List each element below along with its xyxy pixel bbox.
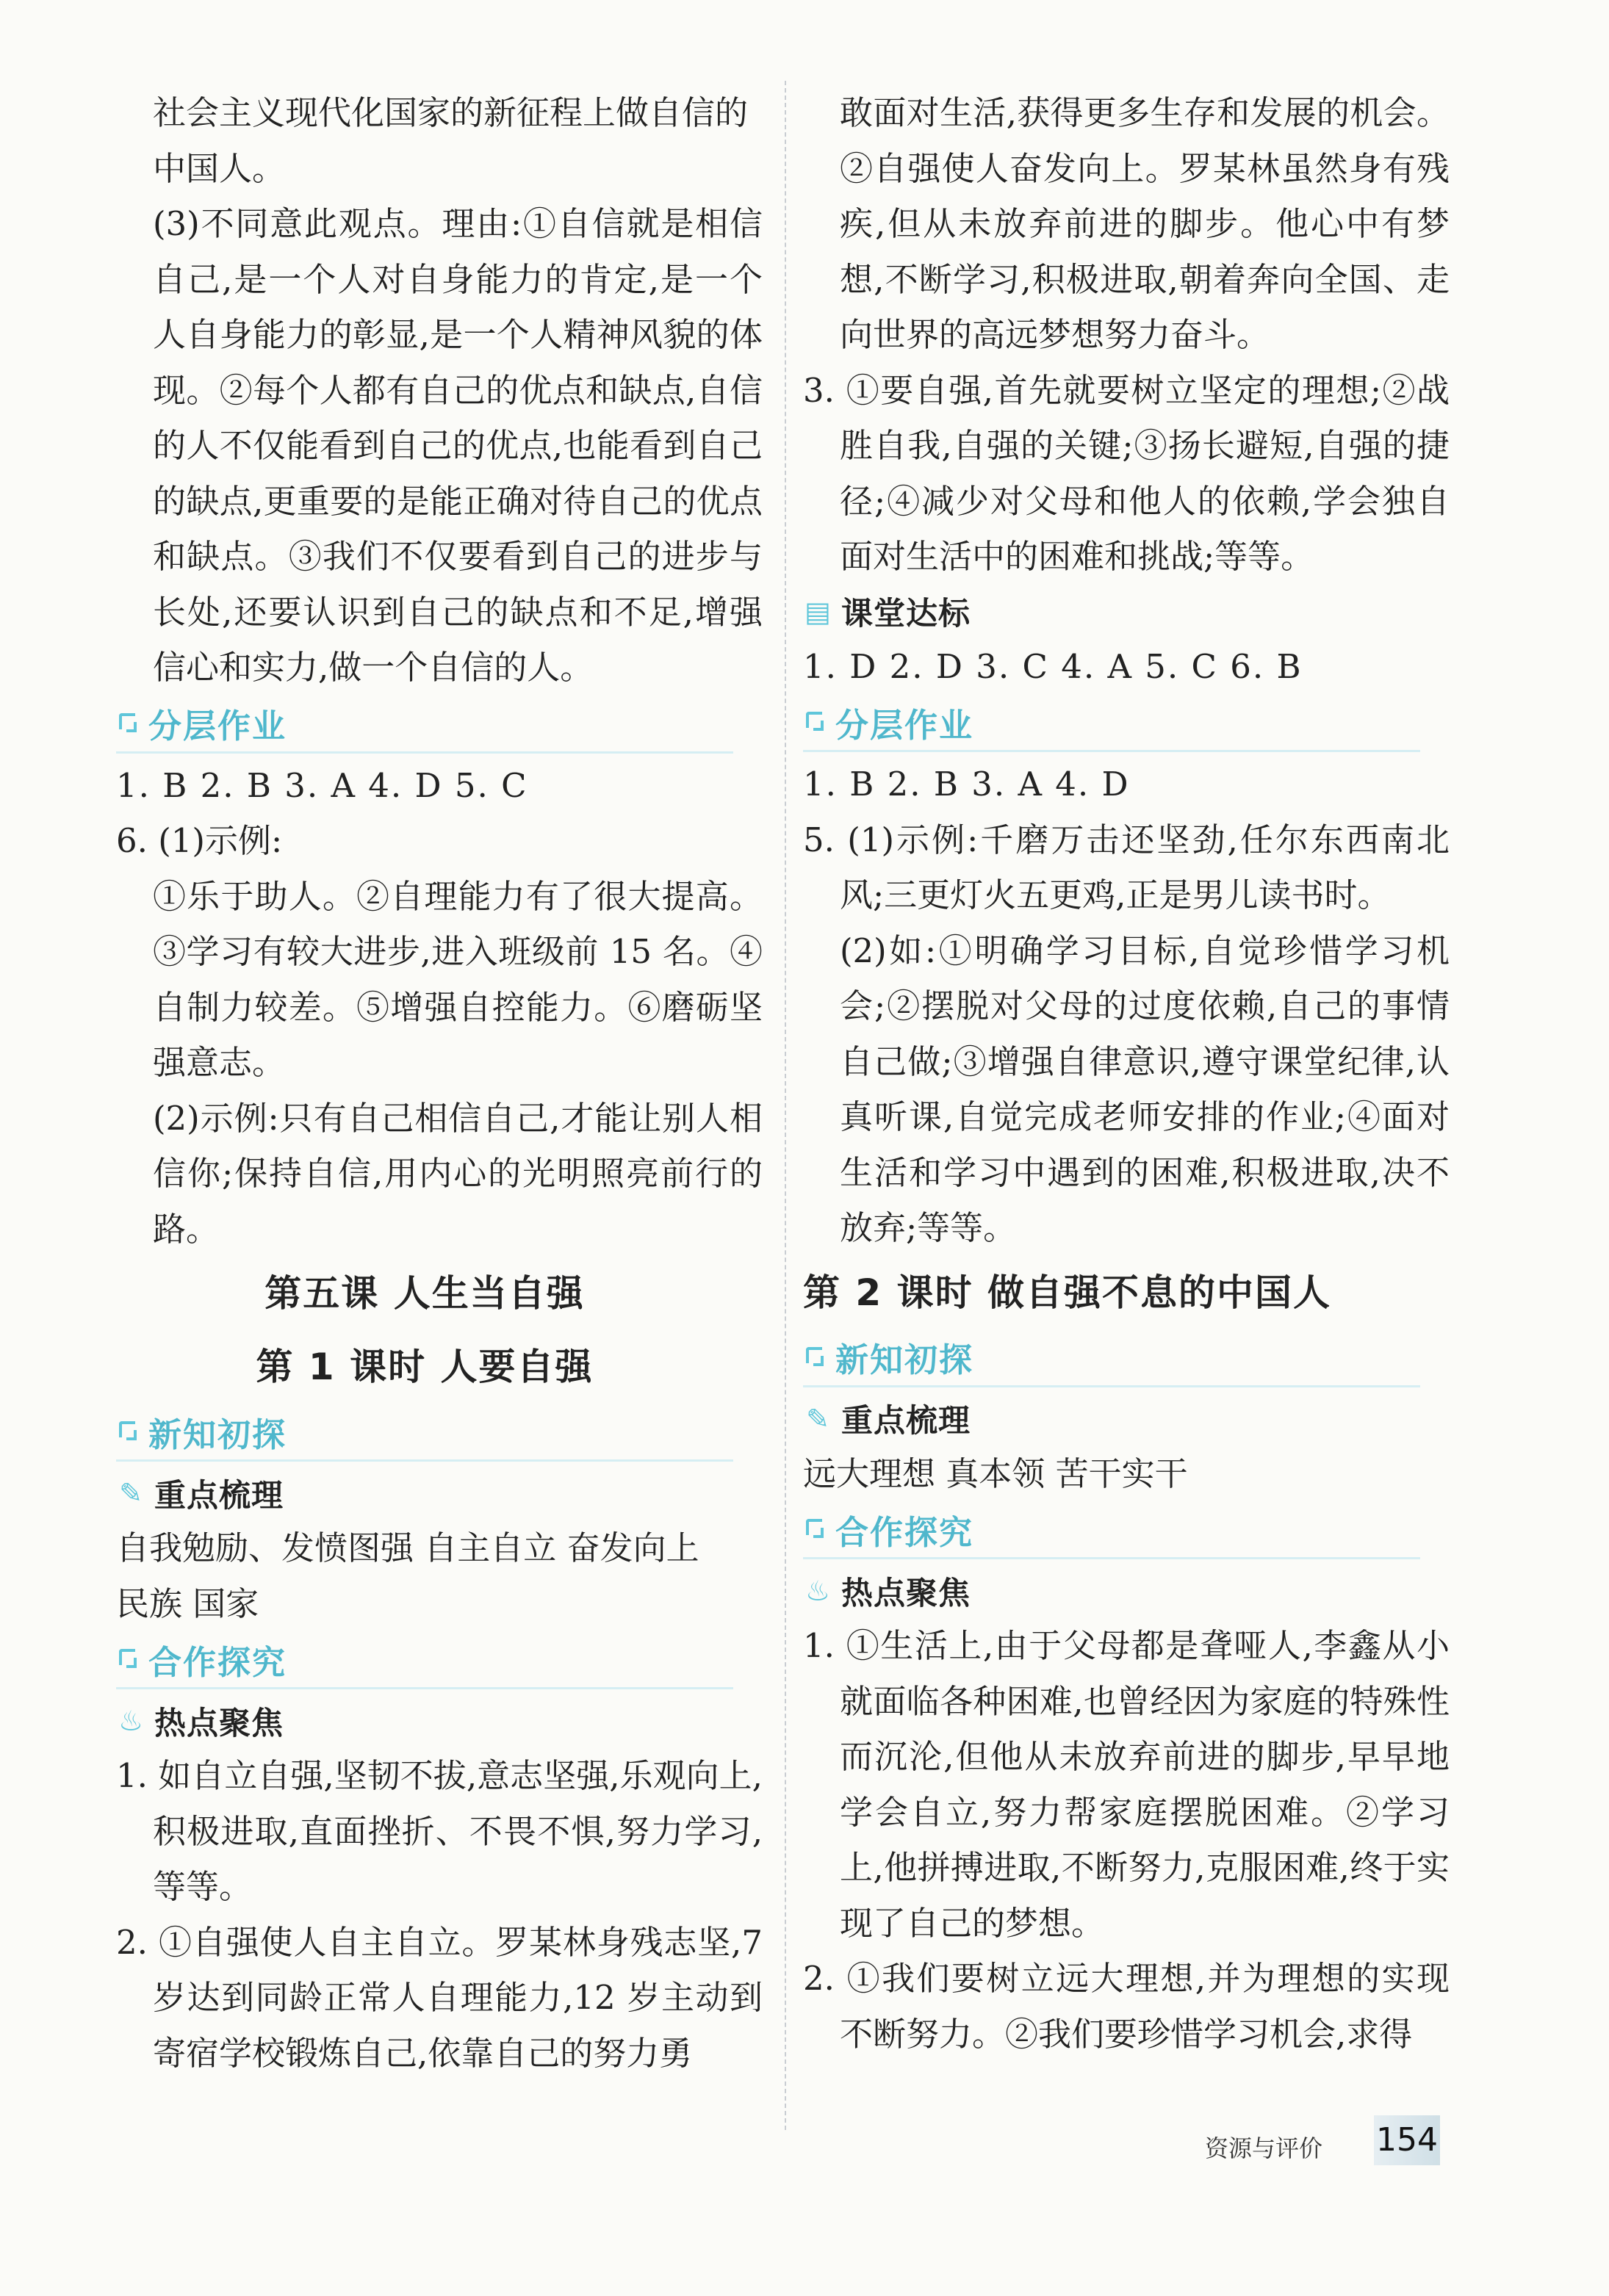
answer-3: (3)不同意此观点。理由:①自信就是相信自己,是一个人对自身能力的肯定,是一个人自身能力的彰显,是一个人精神风貌的体现。②每个人都有自己的优点和缺点,自信的人不仅能看到自己的优点,也能看到自己的缺点,更重要的是能正确对待自己的优点和缺点。③我们不仅要看到自己的进步与长处,还要认识到自己的缺点和不足,增强信心和实力,做一个自信的人。 bbox=[153, 204, 763, 687]
answer-6-1: ①乐于助人。②自理能力有了很大提高。③学习有较大进步,进入班级前 15 名。④自制力较差。⑤增强自控能力。⑥磨砺坚强意志。 bbox=[153, 876, 763, 1082]
column-divider bbox=[785, 81, 786, 2130]
key-points-line: 民族 国家 bbox=[116, 1584, 259, 1623]
hot-answer-1: 1. 如自立自强,坚韧不拔,意志坚强,乐观向上,积极进取,直面挫折、不畏不惧,努力学习,等等。 bbox=[116, 1756, 763, 1906]
section-header-layered-homework: 分层作业 bbox=[116, 696, 733, 754]
flame-icon: ♨ bbox=[118, 1705, 144, 1737]
answers-line: 1. D 2. D 3. C 4. A 5. C 6. B bbox=[803, 646, 1303, 686]
subheader-class-standard: ▤ 课堂达标 bbox=[803, 585, 1450, 639]
period-title: 第 2 课时 做自强不息的中国人 bbox=[803, 1271, 1332, 1314]
question-6: 6. (1)示例: bbox=[116, 821, 283, 860]
text-continued: 社会主义现代化国家的新征程上做自信的 bbox=[153, 93, 749, 132]
answer-5-2: (2)如:①明确学习目标,自觉珍惜学习机会;②摆脱对父母的过度依赖,自己的事情自己做;③增强自律意识,遵守课堂纪律,认真听课,自觉完成老师安排的作业;④面对生活和学习中遇到的困难,积极进取,决不放弃;等等。 bbox=[840, 931, 1450, 1247]
answer-5-1: 5. (1)示例:千磨万击还坚劲,任尔东西南北风;三更灯火五更鸡,正是男儿读书时。 bbox=[803, 820, 1450, 914]
section-header-cooperative-inquiry: 合作探究 bbox=[116, 1631, 733, 1689]
text-continued: 中国人。 bbox=[153, 148, 286, 188]
answer-6-2: (2)示例:只有自己相信自己,才能让别人相信你;保持自信,用内心的光明照亮前行的路。 bbox=[153, 1098, 763, 1249]
answer-3: 3. ①要自强,首先就要树立坚定的理想;②战胜自我,自强的关键;③扬长避短,自强的捷径;④减少对父母和他人的依赖,学会独自面对生活中的困难和挑战;等等。 bbox=[803, 370, 1450, 576]
subheader-key-points: ✎ 重点梳理 bbox=[116, 1466, 763, 1520]
pen-icon: ✎ bbox=[119, 1477, 143, 1509]
footer-label: 资源与评价 bbox=[1205, 2134, 1323, 2162]
key-points-line: 远大理想 真本领 苦干实干 bbox=[803, 1454, 1188, 1493]
lesson-title: 第五课 人生当自强 bbox=[264, 1272, 585, 1315]
pen-icon: ✎ bbox=[806, 1402, 829, 1435]
section-header-new-knowledge: 新知初探 bbox=[803, 1329, 1420, 1387]
key-points-line: 自我勉励、发愤图强 自主自立 奋发向上 bbox=[116, 1528, 699, 1567]
section-header-cooperative-inquiry: 合作探究 bbox=[803, 1501, 1420, 1559]
right-column bbox=[803, 85, 1450, 2062]
answers-line: 1. B 2. B 3. A 4. D 5. C bbox=[116, 765, 528, 805]
hot-answer-1: 1. ①生活上,由于父母都是聋哑人,李鑫从小就面临各种困难,也曾经因为家庭的特殊性而沉沦,但他从未放弃前进的脚步,早早地学会自立,努力帮家庭摆脱困难。②学习上,他拼搏进取,不断努力,克服困难,终于实现了自己的梦想。 bbox=[803, 1626, 1450, 1943]
subheader-key-points: ✎ 重点梳理 bbox=[803, 1392, 1450, 1446]
section-header-layered-homework: 分层作业 bbox=[803, 694, 1420, 752]
section-marker-icon bbox=[803, 1343, 828, 1372]
period-title: 第 1 课时 人要自强 bbox=[256, 1346, 594, 1388]
text-continued: 敢面对生活,获得更多生存和发展的机会。②自强使人奋发向上。罗某林虽然身有残疾,但从未放弃前进的脚步。他心中有梦想,不断学习,积极进取,朝着奔向全国、走向世界的高远梦想努力奋斗。 bbox=[840, 93, 1450, 354]
flame-icon: ♨ bbox=[804, 1575, 831, 1607]
section-marker-icon bbox=[116, 1417, 141, 1446]
book-icon: ▤ bbox=[804, 595, 831, 628]
section-marker-icon bbox=[803, 1515, 828, 1544]
left-column bbox=[116, 85, 763, 2081]
subheader-hot-focus: ♨ 热点聚焦 bbox=[803, 1564, 1450, 1618]
page-number: 154 bbox=[1374, 2115, 1440, 2165]
section-marker-icon bbox=[116, 1645, 141, 1674]
section-header-new-knowledge: 新知初探 bbox=[116, 1404, 733, 1462]
answers-line: 1. B 2. B 3. A 4. D bbox=[803, 765, 1130, 804]
hot-answer-2: 2. ①我们要树立远大理想,并为理想的实现不断努力。②我们要珍惜学习机会,求得 bbox=[803, 1959, 1450, 2054]
hot-answer-2: 2. ①自强使人自主自立。罗某林身残志坚,7 岁达到同龄正常人自理能力,12 岁主动到寄宿学校锻炼自己,依靠自己的努力勇 bbox=[116, 1922, 763, 2073]
section-marker-icon bbox=[803, 707, 828, 737]
subheader-hot-focus: ♨ 热点聚焦 bbox=[116, 1694, 763, 1748]
section-marker-icon bbox=[116, 709, 141, 738]
